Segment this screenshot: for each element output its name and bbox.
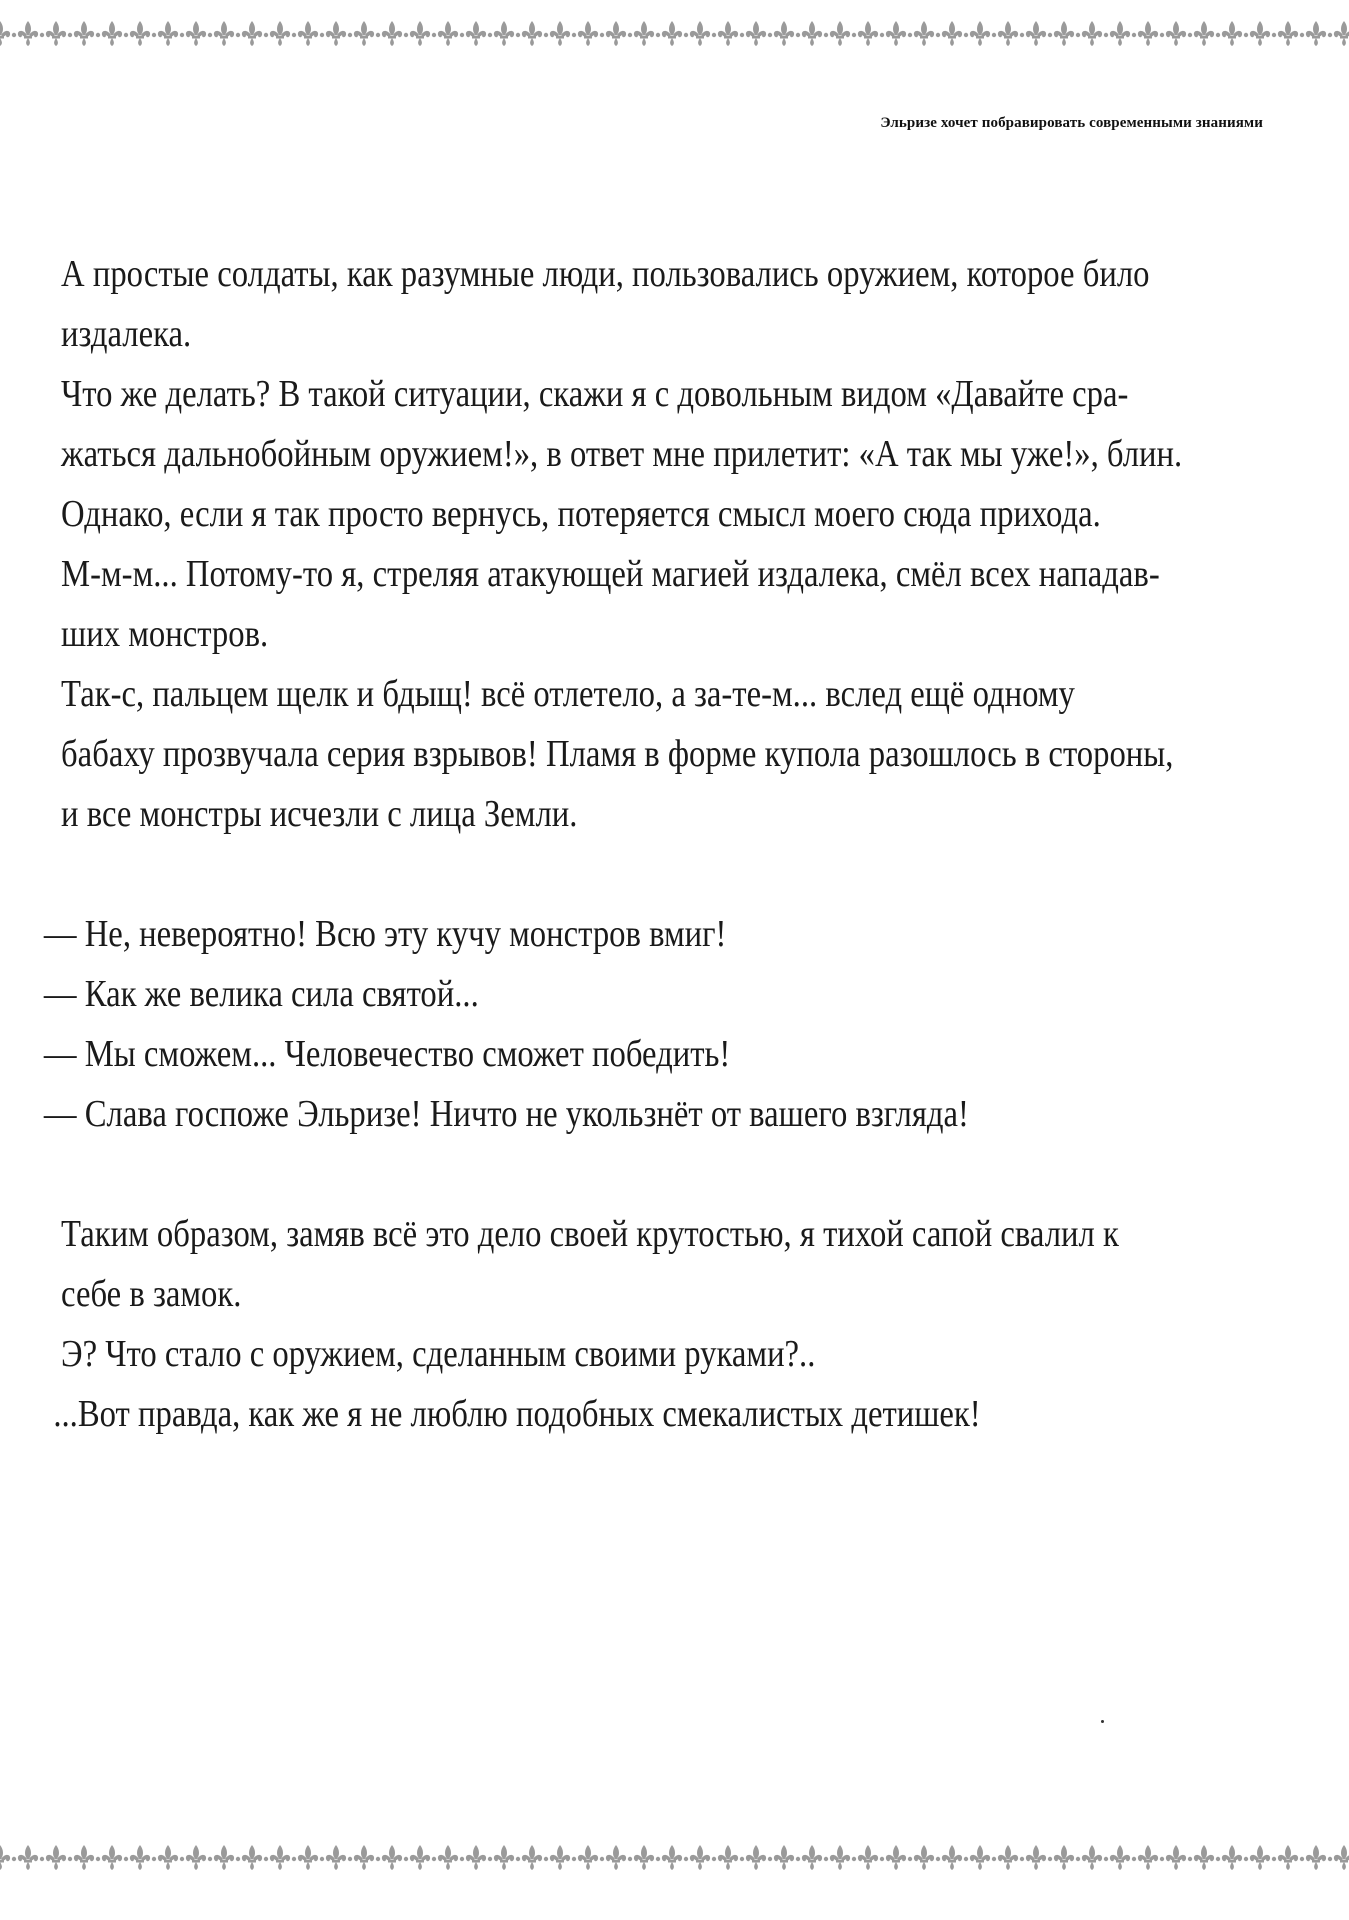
fleur-de-lis-motif-icon <box>578 21 604 46</box>
text-line: Таким образом, замяв всё это дело своей крутостью, я тихой сапой свалил к <box>61 1213 1119 1255</box>
fleur-de-lis-motif-icon <box>410 21 436 46</box>
fleur-de-lis-motif-icon <box>970 1845 996 1870</box>
text-line: А простые солдаты, как разумные люди, пользовались оружием, которое било <box>61 253 1150 295</box>
fleur-de-lis-motif-icon <box>270 21 296 46</box>
fleur-de-lis-motif-icon <box>802 21 828 46</box>
fleur-de-lis-motif-icon <box>1026 1845 1052 1870</box>
fleur-de-lis-motif-icon <box>1250 21 1276 46</box>
fleur-de-lis-motif-icon <box>1278 1845 1304 1870</box>
fleur-de-lis-motif-icon <box>326 1845 352 1870</box>
fleur-de-lis-motif-icon <box>718 21 744 46</box>
text-line: Так-с, пальцем щелк и бдыщ! всё отлетело, а за-те-м... вслед ещё одному <box>61 673 1075 715</box>
fleur-de-lis-motif-icon <box>186 1845 212 1870</box>
text-line: жаться дальнобойным оружием!», в ответ мне прилетит: «А так мы уже!», блин. <box>61 433 1183 475</box>
fleur-de-lis-motif-icon <box>1082 1845 1108 1870</box>
fleur-de-lis-motif-icon <box>858 21 884 46</box>
text-line: Э? Что стало с оружием, сделанным своими руками?.. <box>61 1333 816 1375</box>
fleur-de-lis-motif-icon <box>998 21 1024 46</box>
fleur-de-lis-motif-icon <box>46 1845 72 1870</box>
dialogue-line: — Слава госпоже Эльризе! Ничто не укользнёт от вашего взгляда! <box>43 1093 969 1135</box>
fleur-de-lis-motif-icon <box>382 21 408 46</box>
text-line: себе в замок. <box>61 1273 242 1315</box>
fleur-de-lis-motif-icon <box>102 21 128 46</box>
fleur-de-lis-motif-icon <box>1166 21 1192 46</box>
fleur-de-lis-motif-icon <box>746 21 772 46</box>
stray-mark <box>1101 1720 1104 1723</box>
fleur-de-lis-motif-icon <box>494 21 520 46</box>
fleur-de-lis-motif-icon <box>130 21 156 46</box>
fleur-de-lis-motif-icon <box>214 21 240 46</box>
fleur-de-lis-motif-icon <box>1166 1845 1192 1870</box>
fleur-de-lis-motif-icon <box>858 1845 884 1870</box>
fleur-de-lis-motif-icon <box>634 21 660 46</box>
text-line: Что же делать? В такой ситуации, скажи я с довольным видом «Давайте сра- <box>61 373 1129 415</box>
fleur-de-lis-motif-icon <box>522 21 548 46</box>
fleur-de-lis-motif-icon <box>1194 1845 1220 1870</box>
dialogue-line: — Не, невероятно! Всю эту кучу монстров вмиг! <box>43 913 727 955</box>
fleur-de-lis-motif-icon <box>634 1845 660 1870</box>
fleur-de-lis-motif-icon <box>18 1845 44 1870</box>
fleur-de-lis-motif-icon <box>606 1845 632 1870</box>
fleur-de-lis-motif-icon <box>1250 1845 1276 1870</box>
fleur-de-lis-motif-icon <box>662 1845 688 1870</box>
bottom-ornament-border <box>0 1838 1349 1878</box>
fleur-de-lis-motif-icon <box>942 1845 968 1870</box>
fleur-de-lis-motif-icon <box>186 21 212 46</box>
fleur-de-lis-motif-icon <box>466 21 492 46</box>
fleur-de-lis-motif-icon <box>354 21 380 46</box>
fleur-de-lis-motif-icon <box>690 21 716 46</box>
fleur-de-lis-motif-icon <box>298 21 324 46</box>
text-line: М-м-м... Потому-то я, стреляя атакующей магией издалека, смёл всех нападав- <box>61 553 1160 595</box>
fleur-de-lis-motif-icon <box>914 21 940 46</box>
fleur-de-lis-motif-icon <box>242 21 268 46</box>
fleur-de-lis-motif-icon <box>438 21 464 46</box>
fleur-de-lis-motif-icon <box>1222 1845 1248 1870</box>
fleur-de-lis-motif-icon <box>774 21 800 46</box>
fleur-de-lis-motif-icon <box>0 1845 16 1870</box>
fleur-de-lis-motif-icon <box>1306 1845 1332 1870</box>
dialogue-line: — Как же велика сила святой... <box>43 973 479 1015</box>
fleur-de-lis-motif-icon <box>970 21 996 46</box>
fleur-de-lis-motif-icon <box>886 1845 912 1870</box>
fleur-de-lis-motif-icon <box>1138 1845 1164 1870</box>
text-line: бабаху прозвучала серия взрывов! Пламя в форме купола разошлось в стороны, <box>61 733 1174 775</box>
fleur-de-lis-motif-icon <box>718 1845 744 1870</box>
text-line: и все монстры исчезли с лица Земли. <box>61 793 578 835</box>
fleur-de-lis-motif-icon <box>886 21 912 46</box>
text-line: Однако, если я так просто вернусь, потеряется смысл моего сюда прихода. <box>61 493 1101 535</box>
fleur-de-lis-motif-icon <box>550 21 576 46</box>
fleur-de-lis-motif-icon <box>606 21 632 46</box>
fleur-de-lis-motif-icon <box>0 21 16 46</box>
fleur-de-lis-motif-icon <box>522 1845 548 1870</box>
fleur-de-lis-motif-icon <box>438 1845 464 1870</box>
fleur-de-lis-motif-icon <box>942 21 968 46</box>
fleur-de-lis-motif-icon <box>578 1845 604 1870</box>
fleur-de-lis-motif-icon <box>1222 21 1248 46</box>
running-header-title: Эльризе хочет побравировать современными знаниями <box>880 115 1263 131</box>
text-line: издалека. <box>61 313 192 355</box>
fleur-de-lis-motif-icon <box>466 1845 492 1870</box>
fleur-de-lis-motif-icon <box>1138 21 1164 46</box>
fleur-de-lis-motif-icon <box>830 1845 856 1870</box>
fleur-de-lis-motif-icon <box>1026 21 1052 46</box>
fleur-de-lis-motif-icon <box>354 1845 380 1870</box>
fleur-de-lis-motif-icon <box>326 21 352 46</box>
fleur-de-lis-border-icon <box>0 14 1349 54</box>
fleur-de-lis-motif-icon <box>130 1845 156 1870</box>
fleur-de-lis-motif-icon <box>1110 21 1136 46</box>
fleur-de-lis-motif-icon <box>1110 1845 1136 1870</box>
fleur-de-lis-motif-icon <box>382 1845 408 1870</box>
fleur-de-lis-motif-icon <box>74 21 100 46</box>
fleur-de-lis-motif-icon <box>214 1845 240 1870</box>
fleur-de-lis-motif-icon <box>830 21 856 46</box>
fleur-de-lis-motif-icon <box>1054 21 1080 46</box>
fleur-de-lis-motif-icon <box>690 1845 716 1870</box>
fleur-de-lis-motif-icon <box>774 1845 800 1870</box>
fleur-de-lis-motif-icon <box>746 1845 772 1870</box>
fleur-de-lis-motif-icon <box>270 1845 296 1870</box>
fleur-de-lis-motif-icon <box>914 1845 940 1870</box>
dialogue-line: — Мы сможем... Человечество сможет победить! <box>43 1033 731 1075</box>
fleur-de-lis-border-icon <box>0 1838 1349 1878</box>
fleur-de-lis-motif-icon <box>1306 21 1332 46</box>
fleur-de-lis-motif-icon <box>18 21 44 46</box>
fleur-de-lis-motif-icon <box>298 1845 324 1870</box>
top-ornament-border <box>0 14 1349 54</box>
fleur-de-lis-motif-icon <box>1054 1845 1080 1870</box>
fleur-de-lis-motif-icon <box>494 1845 520 1870</box>
fleur-de-lis-motif-icon <box>1082 21 1108 46</box>
fleur-de-lis-motif-icon <box>158 1845 184 1870</box>
fleur-de-lis-motif-icon <box>102 1845 128 1870</box>
fleur-de-lis-motif-icon <box>802 1845 828 1870</box>
fleur-de-lis-motif-icon <box>1334 21 1349 46</box>
fleur-de-lis-motif-icon <box>1194 21 1220 46</box>
fleur-de-lis-motif-icon <box>1334 1845 1349 1870</box>
text-line: ...Вот правда, как же я не люблю подобных смекалистых детишек! <box>53 1393 981 1435</box>
fleur-de-lis-motif-icon <box>550 1845 576 1870</box>
fleur-de-lis-motif-icon <box>998 1845 1024 1870</box>
fleur-de-lis-motif-icon <box>242 1845 268 1870</box>
fleur-de-lis-motif-icon <box>46 21 72 46</box>
fleur-de-lis-motif-icon <box>1278 21 1304 46</box>
fleur-de-lis-motif-icon <box>410 1845 436 1870</box>
fleur-de-lis-motif-icon <box>662 21 688 46</box>
fleur-de-lis-motif-icon <box>74 1845 100 1870</box>
text-line: ших монстров. <box>61 613 269 655</box>
fleur-de-lis-motif-icon <box>158 21 184 46</box>
